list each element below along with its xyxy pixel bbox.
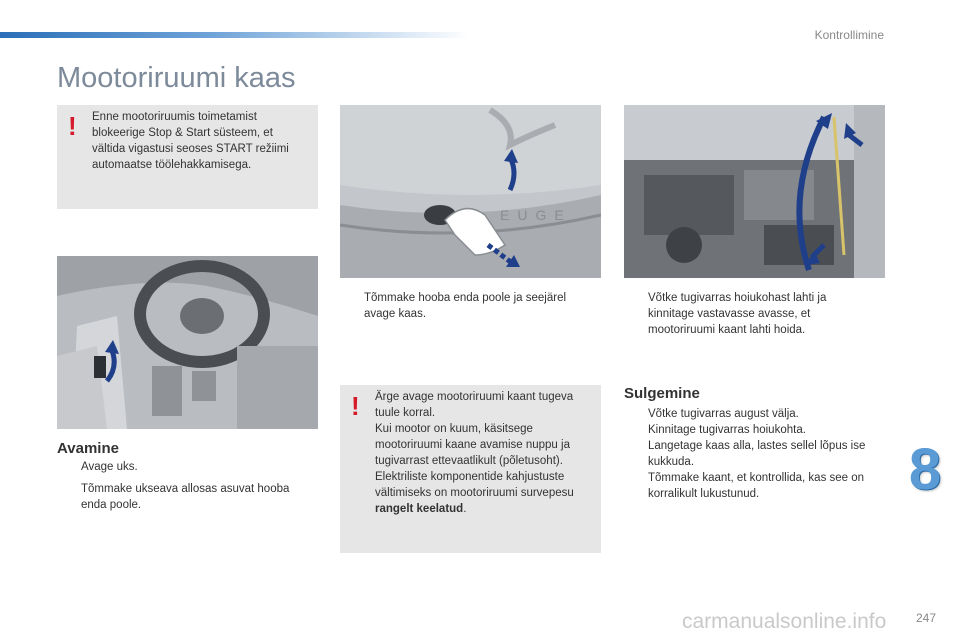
section-label: Kontrollimine [814,28,884,42]
list-item: Tõmmake ukseava allosas asuvat hooba enda poole. [81,483,290,511]
watermark-text: carmanualsonline.info [682,610,887,633]
warning-box-stop-start [57,105,318,209]
hood-release-photo [340,105,601,278]
list-item: Tõmmake hooba enda poole ja seejärel avage kaas. [364,292,567,320]
list-item: Tõmmake kaant, et kontrollida, kas see on korralikult lukustunud. [648,472,865,500]
header-accent-bar [0,32,470,38]
exclamation-icon: ! [68,111,77,141]
sulgemine-steps [624,406,884,502]
warning-box-hood [340,385,601,553]
warning-text: Enne mootoriruumis toimetamist blokeerige Stop & Start süsteem, et vältida vigastusi seoses START režiimi automaatse töölehakkamisega. [92,111,289,171]
svg-text:EUGE: EUGE [500,207,572,223]
page-title: Mootoriruumi kaas [57,62,296,94]
list-item: Langetage kaas alla, lastes sellel lõpus ise kukkuda. [648,440,866,468]
list-item: Võtke tugivarras august välja. [648,408,799,420]
avamine-steps [57,459,317,519]
avamine-heading: Avamine [57,440,119,457]
exclamation-icon: ! [351,391,360,421]
page-number: 247 [916,611,937,625]
list-item: Võtke tugivarras hoiukohast lahti ja kinnitage vastavasse avasse, et mootoriruumi kaant lahti hoida. [648,292,827,336]
interior-lever-photo [57,256,318,429]
emphasis-text: rangelt keelatud [375,503,464,515]
warning-text: Ärge avage mootoriruumi kaant tugeva tuule korral. Kui mootor on kuum, käsitsege mootoriruumi kaane avamise nuppu ja tugivarrast ettevaatlikult (põletusoht). Elektriliste komponentide kahjustuste vältimiseks on mootoriruumi survepesu rangelt keelatud. [375,391,574,515]
middle-steps [340,290,600,328]
list-item: Kinnitage tugivarras hoiukohta. [648,424,806,436]
list-item: Avage uks. [81,461,138,473]
right-steps [624,290,860,344]
engine-bay-photo [624,105,885,278]
chapter-number: 8 [908,437,942,502]
sulgemine-heading: Sulgemine [624,385,700,402]
